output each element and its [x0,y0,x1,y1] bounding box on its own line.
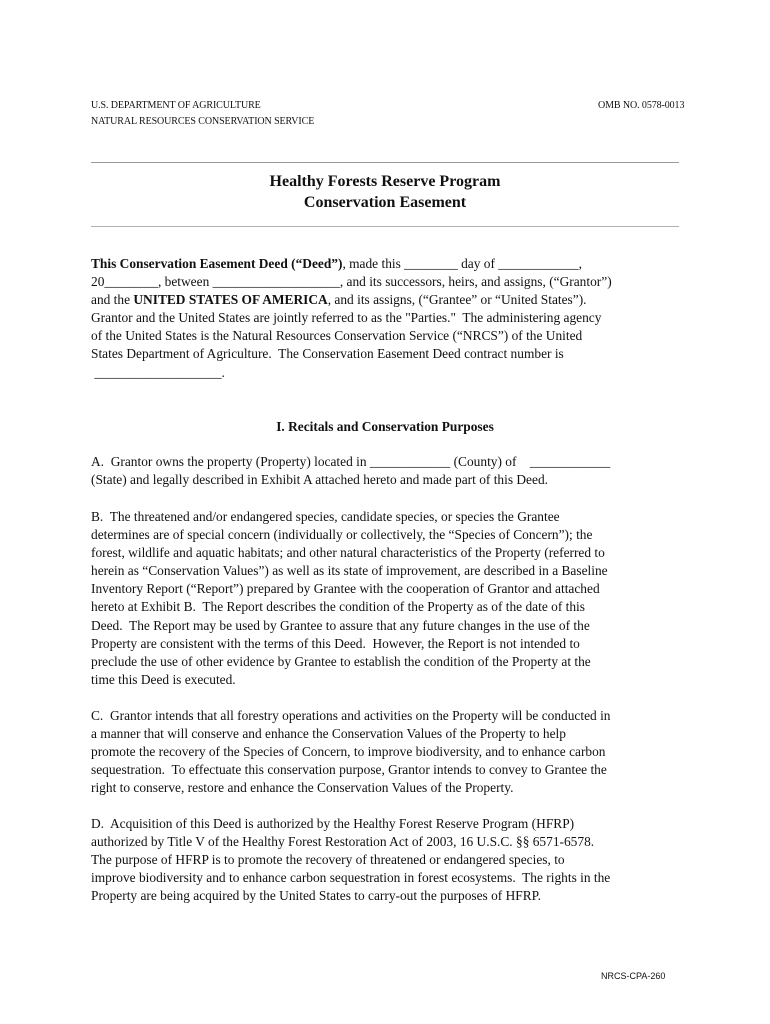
grantee-name: UNITED STATES OF AMERICA [133,292,328,308]
paragraph-line: Property are consistent with the terms of this Deed. However, the Report is not intended to [91,635,580,651]
agency-name: U.S. DEPARTMENT OF AGRICULTURE [91,100,261,111]
paragraph-line: a manner that will conserve and enhance the Conservation Values of the Property to help [91,726,566,742]
title-bottom-rule [91,226,679,227]
intro-line: States Department of Agriculture. The Conservation Easement Deed contract number is [91,346,564,362]
paragraph-line: A. Grantor owns the property (Property) located in ____________ (County) of ____________ [91,454,611,469]
document-title [91,171,679,213]
paragraph-line: Inventory Report (“Report”) prepared by Grantee with the cooperation of Grantor and attached [91,581,600,597]
paragraph-line: authorized by Title V of the Healthy Forest Restoration Act of 2003, 16 U.S.C. §§ 6571-6578. [91,834,595,850]
paragraph-c [91,707,691,797]
easement-title: Conservation Easement [303,194,467,211]
intro-line: Grantor and the United States are jointly referred to as the "Parties." The administering agency [91,310,602,326]
intro-line: of the United States is the Natural Resources Conservation Service (“NRCS”) of the United [91,328,583,344]
paragraph-line: Deed. The Report may be used by Grantee to assure that any future changes in the use of the [91,617,590,633]
contract-number-line: ___________________. [91,364,225,380]
paragraph-line: C. Grantor intends that all forestry operations and activities on the Property will be conducted in [91,708,611,723]
paragraph-line: improve biodiversity and to enhance carbon sequestration in forest ecosystems. The rights in the [91,870,611,886]
paragraph-line: D. Acquisition of this Deed is authorized by the Healthy Forest Reserve Program (HFRP) [91,816,575,831]
paragraph-d [91,815,691,905]
paragraph-line: time this Deed is executed. [91,671,236,687]
paragraph-b [91,508,691,689]
intro-paragraph [91,255,691,382]
paragraph-line: right to conserve, restore and enhance the Conservation Values of the Property. [91,780,514,796]
intro-line: and the UNITED STATES OF AMERICA, and its assigns, (“Grantee” or “United States”). [91,292,587,308]
section-heading: I. Recitals and Conservation Purposes [276,419,494,434]
omb-number: OMB NO. 0578-0013 [598,100,685,111]
paragraph-line: sequestration. To effectuate this conservation purpose, Grantor intends to convey to Grantee the [91,762,607,778]
deed-name: This Conservation Easement Deed (“Deed”) [91,256,343,271]
paragraph-line: B. The threatened and/or endangered species, candidate species, or species the Grantee [91,509,560,524]
paragraph-line: preclude the use of other evidence by Grantee to establish the condition of the Property at the [91,653,591,669]
title-top-rule [91,162,679,163]
paragraph-line: (State) and legally described in Exhibit A attached hereto and made part of this Deed. [91,472,548,488]
form-number: NRCS-CPA-260 [601,971,666,981]
paragraph-line: promote the recovery of the Species of Concern, to improve biodiversity, and to enhance carbon [91,744,606,760]
agency-header [91,98,314,130]
agency-service: NATURAL RESOURCES CONSERVATION SERVICE [91,116,315,127]
paragraph-line: forest, wildlife and aquatic habitats; and other natural characteristics of the Property (referred to [91,545,605,561]
paragraph-line: Property are being acquired by the United States to carry-out the purposes of HFRP. [91,888,541,904]
paragraph-line: hereto at Exhibit B. The Report describes the condition of the Property as of the date of this [91,599,585,615]
paragraph-line: determines are of special concern (individually or collectively, the “Species of Concern”); the [91,527,593,543]
paragraph-line: The purpose of HFRP is to promote the recovery of threatened or endangered species, to [91,852,565,868]
paragraph-a [91,453,691,489]
paragraph-line: herein as “Conservation Values”) as well as its state of improvement, are described in a Baseline [91,563,608,579]
intro-line: This Conservation Easement Deed (“Deed”), made this ________ day of ____________, [91,256,582,271]
intro-line: 20________, between ___________________, and its successors, heirs, and assigns, (“Grantor”) [91,274,612,290]
program-title: Healthy Forests Reserve Program [269,173,501,190]
